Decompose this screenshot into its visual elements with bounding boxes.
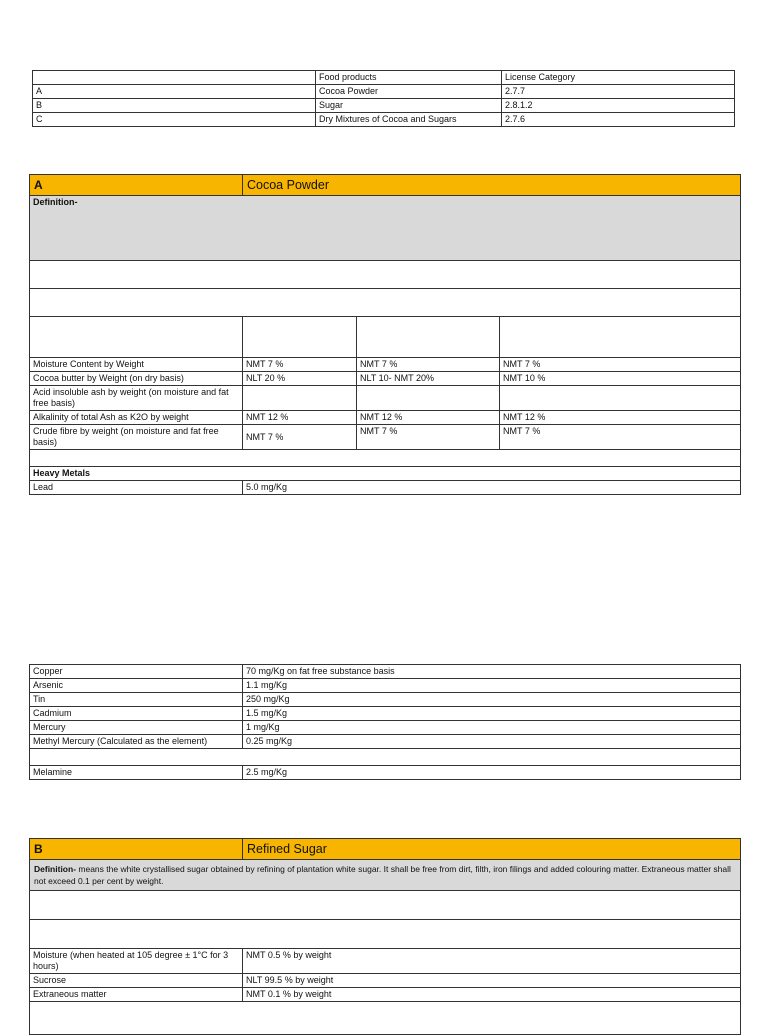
table-row <box>30 411 741 425</box>
section-title: Cocoa Powder <box>243 175 741 196</box>
label-header <box>33 71 316 85</box>
param-name: Crude fibre by weight (on moisture and fat free basis) <box>30 425 243 450</box>
param-value: NMT 12 % <box>357 411 500 425</box>
section-title: Refined Sugar <box>243 839 741 860</box>
param-value: NMT 12 % <box>243 411 357 425</box>
param-value: NMT 0.1 % by weight <box>243 988 741 1002</box>
food-products-header: Food products <box>316 71 502 85</box>
row-label: A <box>33 85 316 99</box>
param-name: Cocoa butter by Weight (on dry basis) <box>30 372 243 386</box>
table-row <box>30 988 741 1002</box>
blank-row <box>30 749 741 766</box>
blank-row <box>30 891 741 920</box>
table-row <box>33 71 735 85</box>
row-label: C <box>33 113 316 127</box>
license-category-header: License Category <box>502 71 735 85</box>
param-value: NMT 10 % <box>500 372 741 386</box>
param-value <box>243 386 357 411</box>
param-value: NMT 0.5 % by weight <box>243 949 741 974</box>
definition-row <box>30 196 741 261</box>
category-table <box>32 70 735 127</box>
param-name: Lead <box>30 481 243 495</box>
refined-sugar-table <box>29 838 741 1035</box>
metal-value: 2.5 mg/Kg <box>243 766 741 780</box>
table-row <box>30 707 741 721</box>
blank-row <box>30 261 741 289</box>
blank-row <box>30 289 741 317</box>
param-value: NMT 7 % <box>357 425 500 450</box>
metal-value: 1.5 mg/Kg <box>243 707 741 721</box>
metal-name: Cadmium <box>30 707 243 721</box>
param-value <box>357 386 500 411</box>
definition-label: Definition- <box>34 864 77 874</box>
license-category: 2.8.1.2 <box>502 99 735 113</box>
param-value: NLT 99.5 % by weight <box>243 974 741 988</box>
table-row <box>30 481 741 495</box>
metal-value: 250 mg/Kg <box>243 693 741 707</box>
param-value: NMT 7 % <box>243 425 357 450</box>
param-name: Alkalinity of total Ash as K2O by weight <box>30 411 243 425</box>
section-letter: B <box>30 839 243 860</box>
table-row <box>33 113 735 127</box>
table-row <box>30 974 741 988</box>
param-name: Moisture Content by Weight <box>30 358 243 372</box>
table-row <box>30 693 741 707</box>
definition-row <box>30 860 741 891</box>
metal-name: Copper <box>30 665 243 679</box>
table-row <box>30 735 741 749</box>
param-name: Acid insoluble ash by weight (on moisture and fat free basis) <box>30 386 243 411</box>
blank-row <box>30 317 741 358</box>
metal-value: 70 mg/Kg on fat free substance basis <box>243 665 741 679</box>
metal-name: Melamine <box>30 766 243 780</box>
section-letter: A <box>30 175 243 196</box>
license-category: 2.7.6 <box>502 113 735 127</box>
param-value: NMT 7 % <box>243 358 357 372</box>
table-row <box>30 372 741 386</box>
param-value: 5.0 mg/Kg <box>243 481 741 495</box>
food-product: Dry Mixtures of Cocoa and Sugars <box>316 113 502 127</box>
table-row <box>30 721 741 735</box>
param-value: NMT 7 % <box>500 425 741 450</box>
metal-value: 1.1 mg/Kg <box>243 679 741 693</box>
param-name: Extraneous matter <box>30 988 243 1002</box>
metal-name: Methyl Mercury (Calculated as the element) <box>30 735 243 749</box>
param-value: NMT 7 % <box>500 358 741 372</box>
metal-name: Mercury <box>30 721 243 735</box>
param-value: NMT 7 % <box>357 358 500 372</box>
metals-table <box>29 664 741 780</box>
metal-name: Tin <box>30 693 243 707</box>
param-name: Sucrose <box>30 974 243 988</box>
table-row <box>30 386 741 411</box>
blank-row <box>30 450 741 467</box>
param-value: NMT 12 % <box>500 411 741 425</box>
definition-body: means the white crystallised sugar obtained by refining of plantation white sugar. It shall be free from dirt, filth, iron filings and added colouring matter. Extraneous matter shall not exceed 0.1 per cent by weight. <box>34 864 731 886</box>
param-name: Moisture (when heated at 105 degree ± 1°C for 3 hours) <box>30 949 243 974</box>
cocoa-powder-table <box>29 174 741 495</box>
table-row <box>33 85 735 99</box>
definition-text <box>30 860 741 891</box>
section-header <box>30 839 741 860</box>
param-value <box>500 386 741 411</box>
metal-name: Arsenic <box>30 679 243 693</box>
metal-value: 0.25 mg/Kg <box>243 735 741 749</box>
blank-row <box>30 920 741 949</box>
table-row <box>30 665 741 679</box>
param-value: NLT 10- NMT 20% <box>357 372 500 386</box>
food-product: Cocoa Powder <box>316 85 502 99</box>
heavy-metals-heading: Heavy Metals <box>30 467 741 481</box>
param-value: NLT 20 % <box>243 372 357 386</box>
table-row <box>30 358 741 372</box>
row-label: B <box>33 99 316 113</box>
table-row <box>33 99 735 113</box>
table-row <box>30 679 741 693</box>
food-product: Sugar <box>316 99 502 113</box>
table-row <box>30 766 741 780</box>
table-row <box>30 425 741 450</box>
table-row <box>30 467 741 481</box>
metal-value: 1 mg/Kg <box>243 721 741 735</box>
blank-row <box>30 1002 741 1035</box>
definition-label: Definition- <box>30 196 741 261</box>
license-category: 2.7.7 <box>502 85 735 99</box>
section-header <box>30 175 741 196</box>
table-row <box>30 949 741 974</box>
